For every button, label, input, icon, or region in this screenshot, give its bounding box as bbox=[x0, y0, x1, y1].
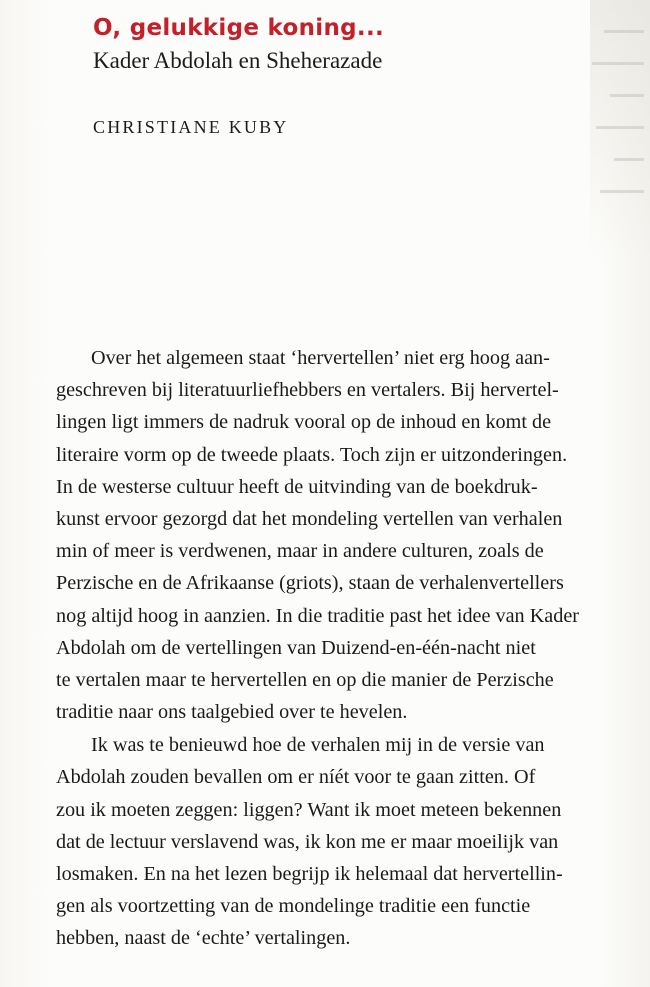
text-line: Over het algemeen staat ‘hervertellen’ niet erg hoog aan- bbox=[91, 347, 550, 369]
text-line: kunst ervoor gezorgd dat het mondeling vertellen van verhalen bbox=[56, 507, 563, 530]
paragraph-1 bbox=[56, 342, 626, 728]
text-line: nog altijd hoog in aanzien. In die traditie past het idee van Kader bbox=[56, 604, 580, 627]
bleed-mark bbox=[604, 30, 644, 33]
facing-page-bleed bbox=[590, 0, 650, 260]
paragraph-2 bbox=[56, 729, 626, 954]
text-line: In de westerse cultuur heeft de uitvinding van de boekdruk- bbox=[56, 475, 538, 498]
text-line: geschreven bij literatuurliefhebbers en vertalers. Bij hervertel- bbox=[56, 379, 559, 402]
text-line: lingen ligt immers de nadruk vooral op de inhoud en komt de bbox=[56, 411, 552, 434]
bleed-mark bbox=[592, 62, 644, 65]
text-line: traditie naar ons taalgebied over te hevelen. bbox=[56, 701, 408, 724]
text-line: Perzische en de Afrikaanse (griots), staan de verhalenvertellers bbox=[56, 572, 564, 595]
text-line: Abdolah zouden bevallen om er níét voor te gaan zitten. Of bbox=[56, 766, 536, 789]
text-line: zou ik moeten zeggen: liggen? Want ik moet meteen bekennen bbox=[56, 798, 562, 821]
article-title: O, gelukkige koning... bbox=[93, 15, 385, 41]
bleed-mark bbox=[600, 190, 644, 193]
article-body bbox=[56, 342, 626, 955]
text-line: dat de lectuur verslavend was, ik kon me er maar moeilijk van bbox=[56, 830, 559, 853]
bleed-mark bbox=[596, 126, 644, 129]
text-line: hebben, naast de ‘echte’ vertalingen. bbox=[56, 927, 351, 950]
text-line: Abdolah om de vertellingen van Duizend-en-één-nacht niet bbox=[56, 636, 536, 659]
article-header bbox=[93, 12, 384, 76]
text-line: te vertalen maar te hervertellen en op die manier de Perzische bbox=[56, 668, 554, 691]
bleed-mark bbox=[614, 158, 644, 161]
text-line: gen als voortzetting van de mondelinge traditie een functie bbox=[56, 895, 531, 918]
article-subtitle: Kader Abdolah en Sheherazade bbox=[93, 48, 383, 73]
text-line: losmaken. En na het lezen begrijp ik helemaal dat hervertellin- bbox=[56, 863, 563, 885]
text-line: Ik was te benieuwd hoe de verhalen mij in de versie van bbox=[91, 734, 545, 757]
text-line: min of meer is verdwenen, maar in andere culturen, zoals de bbox=[56, 540, 544, 563]
article-author: CHRISTIANE KUBY bbox=[93, 117, 289, 137]
bleed-mark bbox=[610, 94, 644, 97]
text-line: literaire vorm op de tweede plaats. Toch zijn er uitzonderingen. bbox=[56, 443, 568, 466]
